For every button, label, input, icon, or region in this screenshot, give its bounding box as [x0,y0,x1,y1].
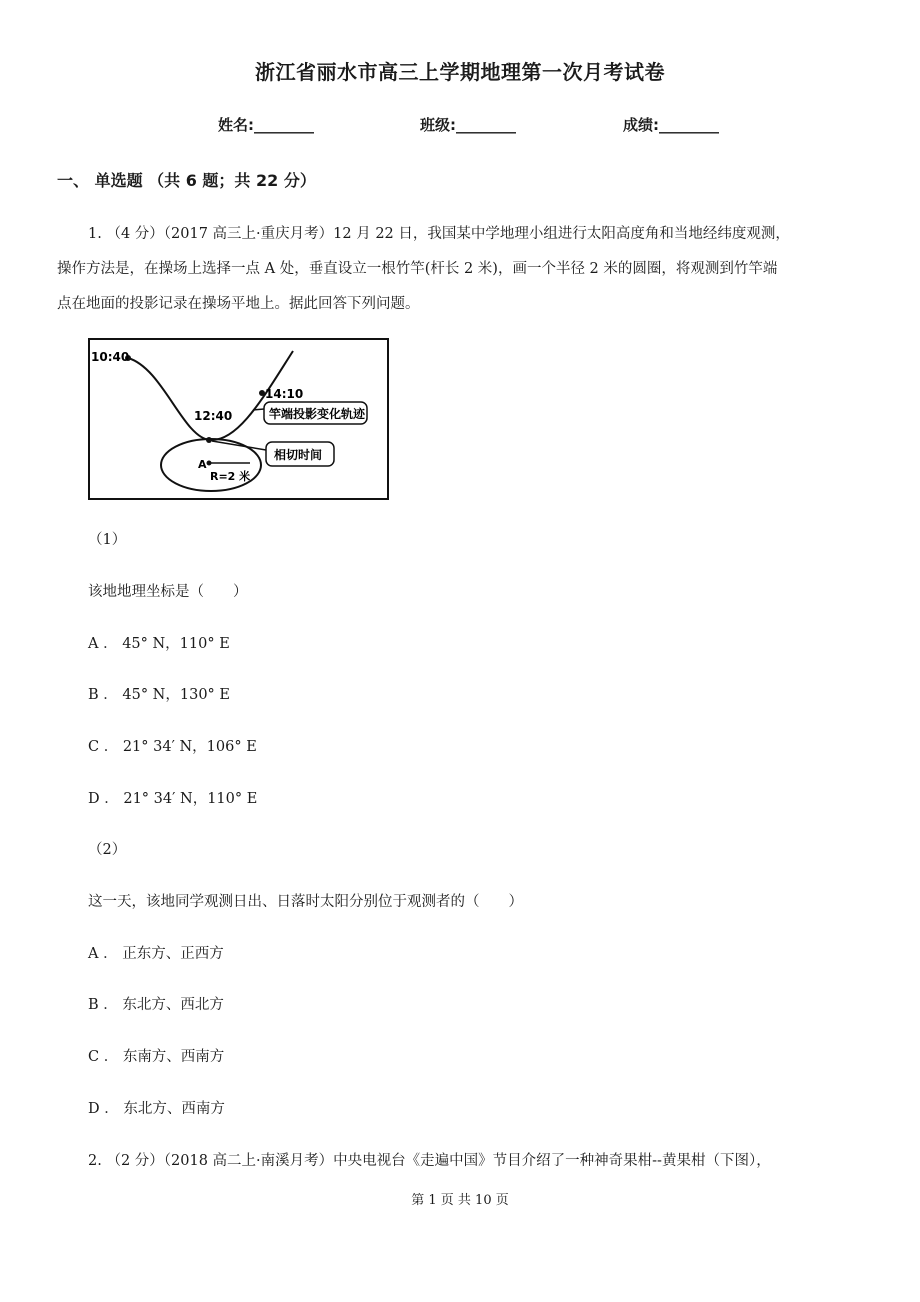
option-2b[interactable]: B ． 东北方、西北方 [88,997,224,1013]
q1-stem-line-2: 操作方法是，在操场上选择一点 A 处，垂直设立一根竹竿(杆长 2 米)，画一个半径 2 米的圆圈，将观测到竹竿端 [57,261,778,277]
option-1d[interactable]: D ． 21° 34′ N，110° E [88,791,258,807]
option-2c[interactable]: C ． 东南方、西南方 [88,1049,225,1065]
page-footer: 第 1 页 共 10 页 [411,1193,509,1208]
exam-title: 浙江省丽水市高三上学期地理第一次月考试卷 [255,60,665,84]
sub-question-1-number: （1） [88,532,127,548]
shadow-track-figure [88,338,389,500]
sub-question-2-prompt: 这一天，该地同学观测日出、日落时太阳分别位于观测者的（ ） [88,894,523,910]
q1-stem-line-3: 点在地面的投影记录在操场平地上。据此回答下列问题。 [57,296,420,312]
label-tangent: 相切时间 [274,448,323,462]
option-2a[interactable]: A ． 正东方、正西方 [88,946,224,962]
name-field[interactable]: 姓名:________ [218,116,314,134]
label-1410: 14:10 [265,387,304,401]
sub-question-2-number: （2） [88,842,127,858]
label-radius: R=2 米 [210,470,251,483]
option-1a[interactable]: A ． 45° N，110° E [88,636,230,652]
track-callout-line [253,409,264,410]
sub-question-1-prompt: 该地地理坐标是（ ） [88,584,248,600]
section-heading: 一、 单选题 （共 6 题；共 22 分） [57,171,316,190]
label-1040: 10:40 [91,350,130,364]
dot-tangent [206,437,212,443]
label-track: 竿端投影变化轨迹 [269,407,366,421]
q1-stem-line-1: 1. （4 分）（2017 高三上·重庆月考）12 月 22 日，我国某中学地理小组进行太阳高度角和当地经纬度观测， [88,226,790,242]
q2-stem-line-1: 2. （2 分）（2018 高二上·南溪月考）中央电视台《走遍中国》节目介绍了一种神奇果柑--黄果柑（下图）， [88,1153,771,1169]
class-field[interactable]: 班级:________ [420,116,516,134]
option-2d[interactable]: D ． 东北方、西南方 [88,1101,225,1117]
option-1c[interactable]: C ． 21° 34′ N，106° E [88,739,257,755]
score-field[interactable]: 成绩:________ [623,116,719,134]
label-a: A [198,458,207,471]
option-1b[interactable]: B ． 45° N，130° E [88,687,230,703]
label-1240: 12:40 [194,409,233,423]
